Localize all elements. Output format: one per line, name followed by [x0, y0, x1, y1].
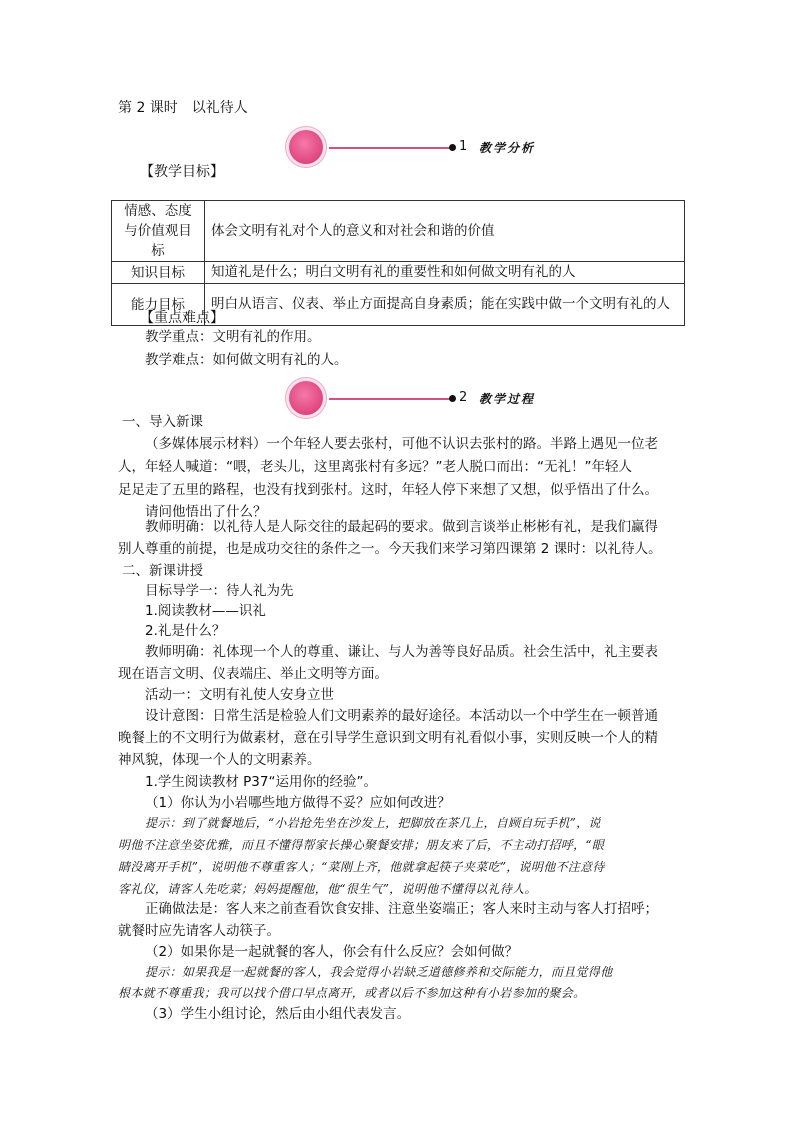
goal-key-text: 情感、态度与价值观目标 — [124, 203, 192, 259]
pink-circle-icon — [289, 381, 323, 415]
item-line: 2.礼是什么？ — [145, 623, 226, 639]
bullet-dot-icon — [449, 144, 456, 151]
correct-line: 正确做法是：客人来之前查看饮食安排、注意坐姿端正；客人来时主动与客人打招呼； — [145, 901, 658, 917]
bullet-dot-icon — [449, 395, 456, 402]
design-line: 神风貌，体现一个人的文明素养。 — [118, 752, 321, 768]
design-line: 设计意图：日常生活是检验人们文明素养的最好途径。本活动以一个中学生在一顿普通 — [145, 708, 658, 724]
goal-key: 能力目标 — [112, 284, 205, 326]
keypoints-heading: 【重点难点】 — [140, 310, 224, 326]
table-row — [112, 201, 685, 262]
hint-line: 提示：到了就餐地后，“小岩抢先坐在沙发上，把脚放在茶几上，自顾自玩手机”，说 — [145, 816, 601, 830]
intro-line: 足足走了五里的路程，也没有找到张村。这时，年轻人停下来想了又想，似乎悟出了什么。 — [118, 482, 658, 498]
section-heading-1: 一、导入新课 — [122, 414, 203, 430]
marker-label: 教学分析 — [479, 141, 536, 155]
goals-heading: 【教学目标】 — [140, 164, 224, 180]
marker-number: 1 — [459, 139, 468, 154]
correct-line: 就餐时应先请客人动筷子。 — [118, 923, 280, 939]
goal-value: 知道礼是什么；明白文明有礼的重要性和如何做文明有礼的人 — [205, 262, 685, 284]
hint-line: 客礼仪，请客人先吃菜；妈妈提醒他，他“很生气”，说明他不懂得以礼待人。 — [118, 882, 537, 896]
question-line: 请问他悟出了什么？ — [145, 504, 267, 520]
table-row — [112, 262, 685, 284]
question-2: （2）如果你是一起就餐的客人，你会有什么反应？会如何做？ — [145, 944, 519, 960]
target-line: 目标导学一：待人礼为先 — [145, 583, 294, 599]
teacher-line: 教师明确：以礼待人是人际交往的最起码的要求。做到言谈举止彬彬有礼，是我们赢得 — [145, 519, 658, 535]
goal-key: 知识目标 — [112, 262, 205, 284]
goal-value: 明白从语言、仪表、举止方面提高自身素质；能在实践中做一个文明有礼的人 — [205, 284, 685, 326]
hint-line: 明他不注意坐姿优雅，而且不懂得帮家长操心聚餐安排；朋友来了后，不主动打招呼，“眼 — [118, 838, 605, 852]
goal-key — [112, 201, 205, 262]
section-marker-1 — [289, 130, 589, 166]
teacher-line: 现在语言文明、仪表端庄、举止文明等方面。 — [118, 666, 388, 682]
marker-rule — [329, 147, 451, 149]
teacher-line: 别人尊重的前提，也是成功交往的条件之一。今天我们来学习第四课第 2 课时：以礼待人。 — [118, 541, 662, 557]
goal-value: 体会文明有礼对个人的意义和对社会和谐的价值 — [205, 201, 685, 262]
marker-rule — [329, 398, 451, 400]
question-3: （3）学生小组讨论，然后由小组代表发言。 — [145, 1006, 411, 1022]
hint-line: 提示：如果我是一起就餐的客人，我会觉得小岩缺乏道德修养和交际能力，而且觉得他 — [145, 965, 613, 979]
intro-line: 人，年轻人喊道：“喂，老头儿，这里离张村有多远？”老人脱口而出：“无礼！”年轻人 — [118, 459, 632, 475]
teacher-line: 教师明确：礼体现一个人的尊重、谦让、与人为善等良好品质。社会生活中，礼主要表 — [145, 644, 658, 660]
marker-label: 教学过程 — [479, 392, 536, 406]
marker-number: 2 — [459, 390, 468, 405]
section-heading-2: 二、新课讲授 — [122, 563, 203, 579]
hint-line: 根本就不尊重我；我可以找个借口早点离开，或者以后不参加这种有小岩参加的聚会。 — [118, 986, 586, 1000]
lesson-title: 第 2 课时 以礼待人 — [118, 100, 248, 116]
activity-line: 活动一：文明有礼使人安身立世 — [145, 687, 334, 703]
key-focus: 教学重点：文明有礼的作用。 — [145, 329, 321, 345]
hint-line: 睛没离开手机”，说明他不尊重客人；“菜刚上齐，他就拿起筷子夹菜吃”，说明他不注意待 — [118, 860, 605, 874]
intro-line: （多媒体展示材料）一个年轻人要去张村，可他不认识去张村的路。半路上遇见一位老 — [145, 436, 658, 452]
item-line: 1.阅读教材——识礼 — [145, 603, 266, 619]
key-difficulty: 教学难点：如何做文明有礼的人。 — [145, 352, 348, 368]
read-line: 1.学生阅读教材 P37“运用你的经验”。 — [145, 774, 377, 790]
design-line: 晚餐上的不文明行为做素材，意在引导学生意识到文明有礼看似小事，实则反映一个人的精 — [118, 730, 658, 746]
pink-circle-icon — [289, 130, 323, 164]
question-1: （1）你认为小岩哪些地方做得不妥？应如何改进？ — [145, 795, 451, 811]
